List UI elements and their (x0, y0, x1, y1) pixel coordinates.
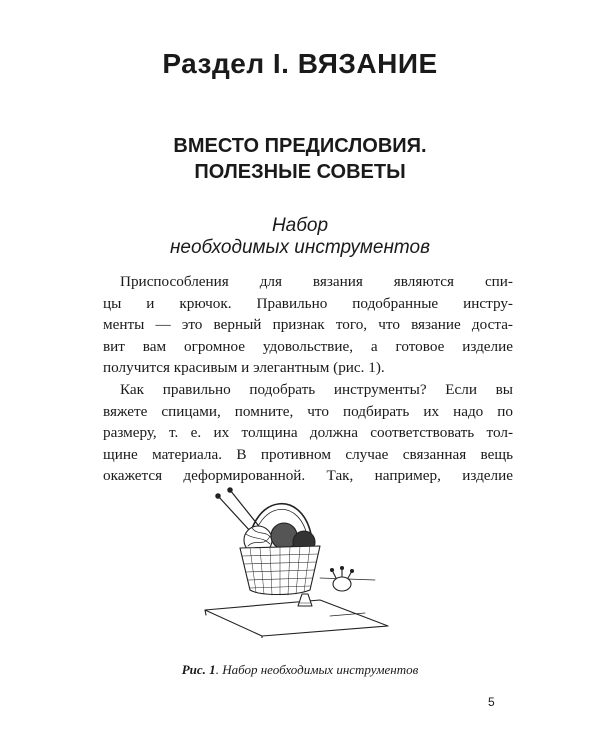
body-line: вит вам огромное удовольствие, а готовое изделие (103, 337, 513, 355)
body-line: размеру, т. е. их толщина должна соответствовать тол- (103, 424, 513, 442)
body-line: Как правильно подобрать инструменты? Если вы (120, 380, 513, 398)
chapter-title-line: ВМЕСТО ПРЕДИСЛОВИЯ. (173, 135, 427, 157)
page-number: 5 (488, 695, 495, 709)
chapter-title-line: ПОЛЕЗНЫЕ СОВЕТЫ (194, 161, 406, 183)
caption-label: Рис. 1 (181, 662, 216, 677)
pincushion (333, 577, 351, 591)
body-line: получится красивым и элегантным (рис. 1). (103, 359, 385, 377)
subsection-title-line: необходимых инструментов (169, 237, 431, 258)
body-line: цы и крючок. Правильно подобранные инстру- (103, 294, 513, 312)
figure-caption (0, 662, 600, 678)
table-board (205, 600, 388, 638)
subsection-title-line: Набор (271, 215, 329, 236)
section-title: Раздел I. ВЯЗАНИЕ (162, 48, 438, 79)
knitting-basket-illustration (200, 478, 390, 638)
body-line: вяжете спицами, помните, что подбирать их надо по (103, 402, 513, 420)
subsection-title (0, 215, 600, 259)
body-line: щине материала. В противном случае связанная вещь (103, 445, 513, 463)
chapter-title (0, 133, 600, 185)
thimble (298, 594, 312, 606)
caption-text: . Набор необходимых инструментов (215, 662, 419, 677)
body-line: окажется деформированной. Так, например, изделие (103, 467, 513, 485)
body-line: менты — это верный признак того, что вязание доста- (103, 316, 513, 334)
body-line: Приспособления для вязания являются спи- (120, 273, 513, 290)
body-text (103, 271, 513, 487)
